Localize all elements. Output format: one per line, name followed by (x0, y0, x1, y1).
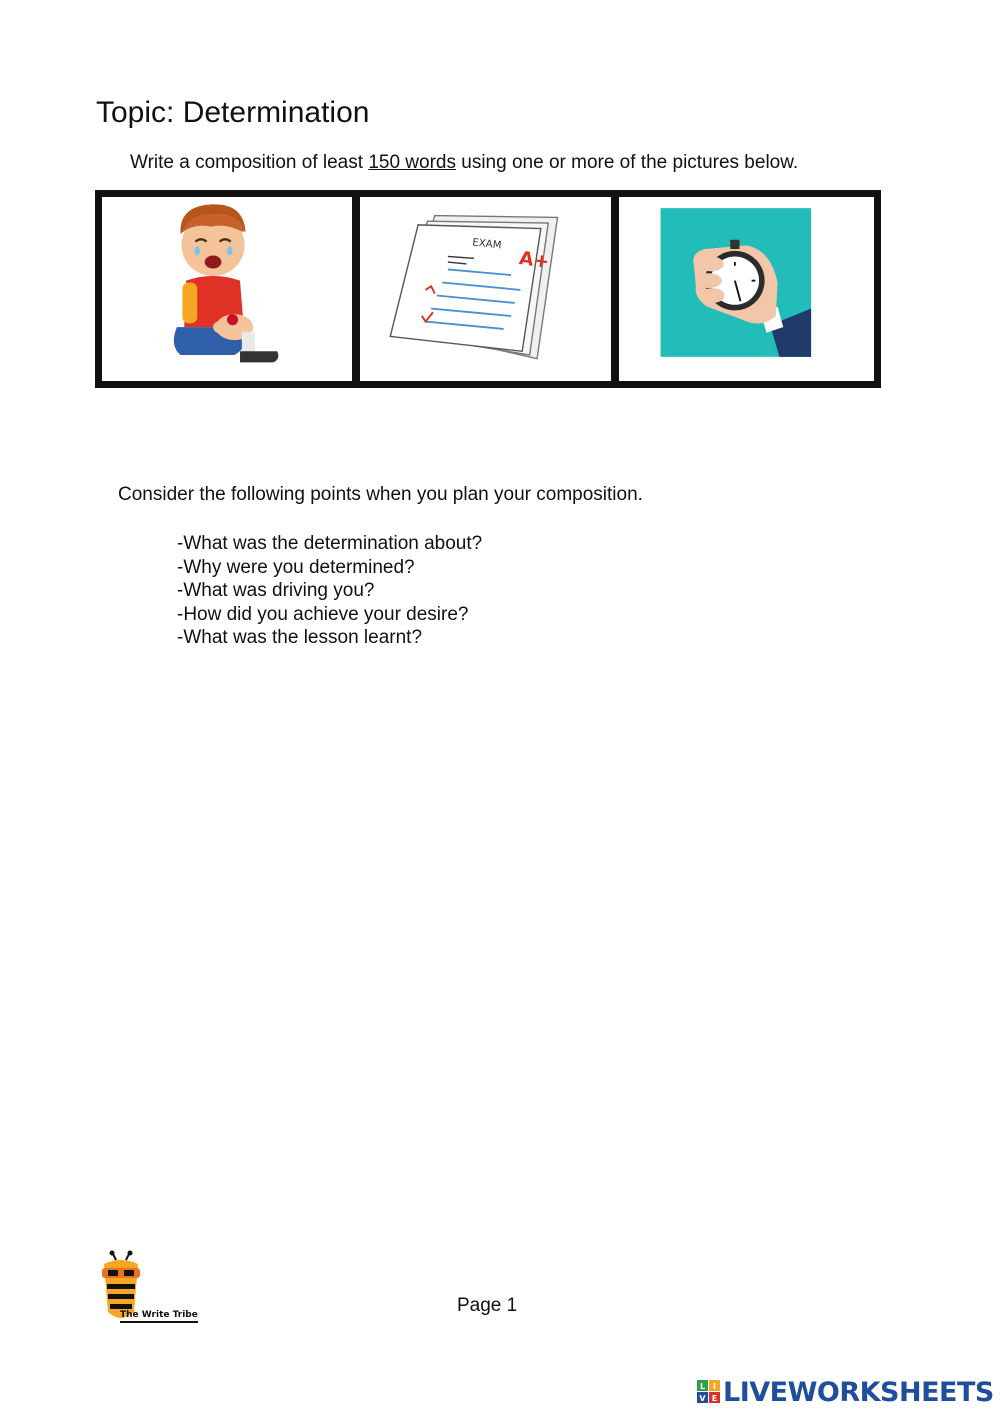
picture-frame-2 (353, 190, 618, 388)
liveworksheets-badge-icon (697, 1380, 721, 1404)
badge-letter: V (699, 1394, 706, 1403)
list-item: -What was driving you? (177, 580, 375, 601)
instruction-before: Write a composition of least (130, 152, 369, 173)
crying-boy-scraped-knee-icon (102, 197, 352, 381)
logo-text: The Write Tribe (120, 1310, 198, 1323)
picture-prompts (95, 190, 881, 388)
grade-label: A+ (517, 248, 551, 274)
list-item: -What was the lesson learnt? (177, 627, 423, 648)
picture-frame-1 (95, 190, 359, 388)
page-number: Page 1 (457, 1295, 518, 1316)
list-item: -How did you achieve your desire? (177, 603, 469, 625)
stopwatch-in-hand-icon (619, 197, 874, 381)
badge-letter: I (713, 1382, 716, 1391)
picture-frame-3 (612, 190, 881, 388)
list-item: -What was the determination about? (177, 533, 483, 554)
exam-label: EXAM (471, 237, 502, 252)
liveworksheets-wordmark: LIVEWORKSHEETS (723, 1376, 994, 1408)
page-title: Topic: Determination (96, 96, 370, 129)
exam-paper-a-plus-icon (360, 197, 611, 381)
consider-text: Consider the following points when you plan your composition. (118, 484, 643, 505)
instruction-after: using one or more of the pictures below. (455, 152, 799, 173)
badge-letter: L (699, 1382, 706, 1391)
word-count-requirement: 150 words (368, 152, 456, 173)
list-item: -Why were you determined? (177, 556, 415, 578)
instruction-text (130, 152, 798, 174)
guide-points-list (177, 532, 482, 650)
liveworksheets-brand[interactable] (697, 1374, 994, 1410)
badge-letter: E (711, 1394, 718, 1403)
